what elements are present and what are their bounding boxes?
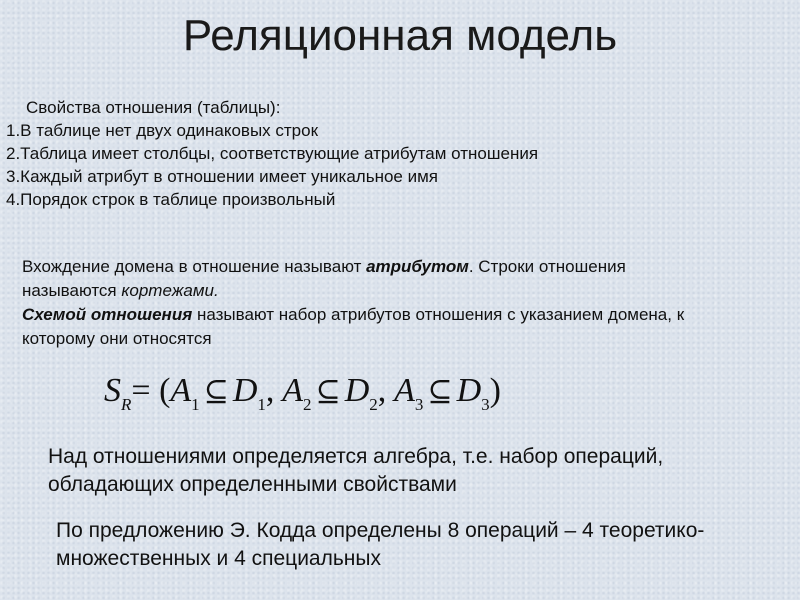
formula-d1-sub: 1 (257, 395, 266, 414)
formula-d2: D (344, 372, 370, 409)
formula-a3: A (394, 372, 415, 409)
formula-a3-sub: 3 (414, 395, 424, 414)
term-schema: Схемой отношения (22, 305, 193, 324)
formula-comma: , (265, 372, 275, 409)
property-item: 1.В таблице нет двух одинаковых строк (6, 121, 319, 140)
formula-eq: = ( (131, 372, 171, 409)
formula-d1: D (232, 372, 258, 409)
definition-text-1: Вхождение домена в отношение называют (22, 257, 367, 276)
property-item: 2.Таблица имеет столбцы, соответствующие атрибутам отношения (6, 144, 539, 163)
slide-title: Реляционная модель (182, 11, 618, 60)
algebra-paragraph: Над отношениями определяется алгебра, т.е. набор операций, обладающих определенными свойствами (48, 445, 664, 496)
property-item: 3.Каждый атрибут в отношении имеет уникальное имя (6, 167, 438, 186)
subset-symbol: ⊆ (315, 375, 341, 408)
formula-d3: D (456, 372, 482, 409)
formula-a2-sub: 2 (303, 395, 312, 414)
properties-list (6, 119, 538, 211)
formula-d3-sub: 3 (481, 395, 490, 414)
definition-text-2: . Строки отношения называются (22, 257, 626, 300)
formula-lhs: S (104, 372, 121, 409)
formula-a2: A (282, 372, 304, 409)
formula-a1: A (170, 372, 192, 409)
term-tuples: кортежами. (121, 281, 219, 300)
formula-a1-sub: 1 (191, 395, 200, 414)
term-attribute: атрибутом (366, 257, 469, 276)
relation-properties (6, 96, 538, 211)
subset-symbol: ⊆ (427, 375, 453, 408)
definition-paragraph (22, 255, 722, 351)
formula-lhs-sub: R (121, 395, 132, 414)
codd-paragraph: По предложению Э. Кодда определены 8 операций – 4 теоретико-множественных и 4 специальных (56, 519, 705, 570)
schema-formula (104, 365, 501, 417)
subset-symbol: ⊆ (203, 375, 229, 408)
properties-heading: Свойства отношения (таблицы): (26, 98, 281, 117)
property-item: 4.Порядок строк в таблице произвольный (6, 190, 336, 209)
definition-text-3: называют набор атрибутов отношения с указанием домена, к которому они относятся (22, 305, 685, 348)
formula-comma: , (377, 372, 387, 409)
formula-close: ) (489, 372, 501, 409)
formula-d2-sub: 2 (369, 395, 378, 414)
